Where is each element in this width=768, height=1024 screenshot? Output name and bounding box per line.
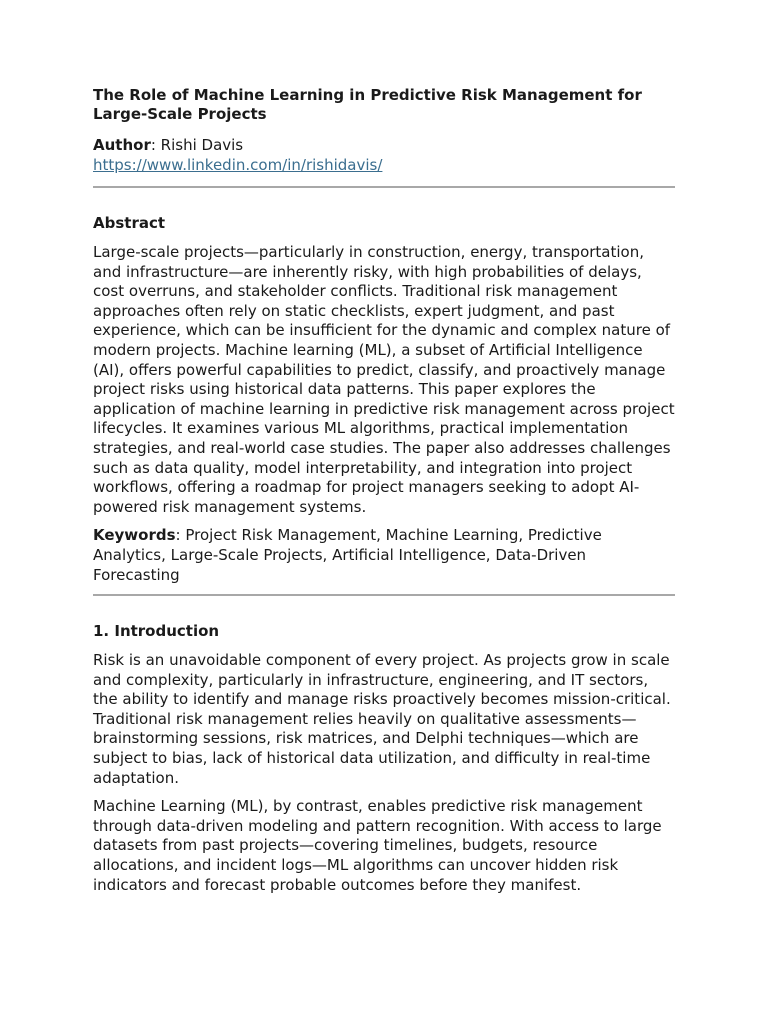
- abstract-heading: Abstract: [93, 214, 166, 232]
- author-separator: :: [150, 136, 161, 154]
- paper-title: The Role of Machine Learning in Predictive Risk Management for Large-Scale Projects: [93, 86, 642, 123]
- introduction-heading: 1. Introduction: [93, 622, 220, 641]
- author-line: [93, 135, 675, 155]
- keywords-line: [93, 526, 675, 585]
- linkedin-profile-link[interactable]: https://www.linkedin.com/in/rishidavis/: [93, 156, 383, 174]
- introduction-paragraph-1: Risk is an unavoidable component of every project. As projects grow in scale and complexity, particularly in infrastructure, engineering, and IT sectors, the ability to identify and manage risks proactively becomes mission-critical. Traditional risk management relies heavily on qualitative assessments—brainstorming sessions, risk matrices, and Delphi techniques—which are subject to bias, lack of historical data utilization, and difficulty in real-time adaptation.: [93, 651, 671, 787]
- abstract-body: Large-scale projects—particularly in construction, energy, transportation, and infrastructure—are inherently risky, with high probabilities of delays, cost overruns, and stakeholder conflicts. Traditional risk management approaches often rely on static checklists, expert judgment, and past experience, which can be insufficient for the dynamic and complex nature of modern projects. Machine learning (ML), a subset of Artificial Intelligence (AI), offers powerful capabilities to predict, classify, and proactively manage project risks using historical data patterns. This paper explores the application of machine learning in predictive risk management across project lifecycles. It examines various ML algorithms, practical implementation strategies, and real-world case studies. The paper also addresses challenges such as data quality, model interpretability, and integration into project workflows, offering a roadmap for project managers seeking to adopt AI-powered risk management systems.: [93, 243, 675, 516]
- introduction-paragraph-2: Machine Learning (ML), by contrast, enables predictive risk management through data-driven modeling and pattern recognition. With access to large datasets from past projects—covering timelines, budgets, resource allocations, and incident logs—ML algorithms can uncover hidden risk indicators and forecast probable outcomes before they manifest.: [93, 797, 662, 894]
- keywords-text: Project Risk Management, Machine Learning, Predictive Analytics, Large-Scale Projects, Artificial Intelligence, Data-Driven Forecasting: [93, 526, 602, 584]
- keywords-label: Keywords: [93, 526, 176, 545]
- author-name: Rishi Davis: [160, 136, 244, 154]
- divider-top: [93, 186, 675, 188]
- divider-middle: [93, 594, 675, 596]
- keywords-separator: :: [175, 526, 186, 545]
- author-label: Author: [93, 136, 151, 154]
